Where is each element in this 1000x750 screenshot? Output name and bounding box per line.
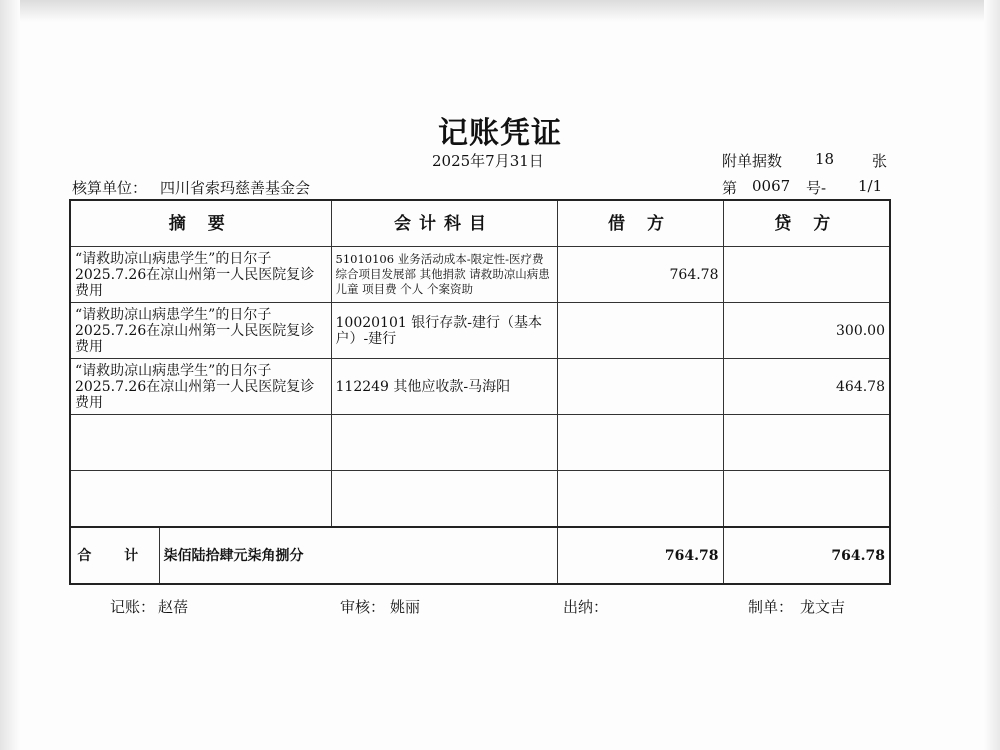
empty-cell (723, 471, 890, 528)
voucher-title: 记账凭证 (438, 116, 562, 151)
total-row (70, 527, 890, 584)
scan-shadow-top (0, 0, 1000, 22)
entry-credit: 300.00 (723, 303, 890, 359)
total-amount-words: 柒佰陆拾肆元柒角捌分 (163, 547, 304, 564)
empty-row (70, 415, 890, 471)
total-inner (71, 528, 557, 583)
empty-cell (331, 415, 557, 471)
header-row (70, 200, 890, 247)
table-row (70, 359, 890, 415)
entry-debit: 764.78 (557, 247, 723, 303)
unit-label: 核算单位： (72, 179, 148, 197)
cashier-label: 出纳： (563, 598, 609, 616)
header-debit: 借 方 (557, 200, 723, 247)
empty-cell (70, 415, 331, 471)
entry-summary: “请救助凉山病患学生”的日尔子2025.7.26在凉山州第一人民医院复诊费用 (70, 359, 331, 415)
voucher-no-suffix: 号- (806, 179, 827, 197)
empty-cell (723, 415, 890, 471)
entry-debit (557, 303, 723, 359)
entry-summary: “请救助凉山病患学生”的日尔子2025.7.26在凉山州第一人民医院复诊费用 (70, 303, 331, 359)
empty-row (70, 471, 890, 528)
total-label: 合 计 (71, 528, 159, 583)
preparer-label: 制单： (748, 598, 794, 616)
header-account: 会计科目 (331, 200, 557, 247)
entry-account: 10020101 银行存款-建行（基本户）-建行 (331, 303, 557, 359)
bookkeeper-label: 记账： (110, 598, 156, 616)
empty-cell (331, 471, 557, 528)
entry-debit (557, 359, 723, 415)
entry-account: 112249 其他应收款-马海阳 (331, 359, 557, 415)
table-row (70, 247, 890, 303)
entry-summary: “请救助凉山病患学生”的日尔子2025.7.26在凉山州第一人民医院复诊费用 (70, 247, 331, 303)
voucher-page: 1/1 (858, 177, 883, 195)
header-summary: 摘 要 (70, 200, 331, 247)
total-credit: 764.78 (723, 527, 890, 584)
empty-cell (557, 415, 723, 471)
table-row (70, 303, 890, 359)
entry-credit: 464.78 (723, 359, 890, 415)
unit-name: 四川省索玛慈善基金会 (160, 179, 311, 197)
empty-cell (70, 471, 331, 528)
voucher-date: 2025年7月31日 (432, 152, 544, 170)
attachments-count: 18 (815, 150, 835, 168)
preparer-name: 龙文吉 (800, 598, 846, 616)
reviewer-label: 审核： (340, 598, 386, 616)
voucher-table (69, 199, 891, 585)
entry-credit (723, 247, 890, 303)
total-cell (70, 527, 557, 584)
attachments-label: 附单据数 (722, 152, 783, 170)
reviewer-name: 姚丽 (390, 598, 421, 616)
total-debit: 764.78 (557, 527, 723, 584)
entry-account: 51010106 业务活动成本-限定性-医疗费 综合项目发展部 其他捐款 请救助凉山病患儿童 项目费 个人 个案资助 (331, 247, 557, 303)
bookkeeper-name: 赵蓓 (158, 598, 189, 616)
voucher-no-number: 0067 (752, 177, 791, 195)
voucher-no-prefix: 第 (722, 179, 738, 197)
empty-cell (557, 471, 723, 528)
header-credit: 贷 方 (723, 200, 890, 247)
attachments-unit: 张 (872, 152, 888, 170)
